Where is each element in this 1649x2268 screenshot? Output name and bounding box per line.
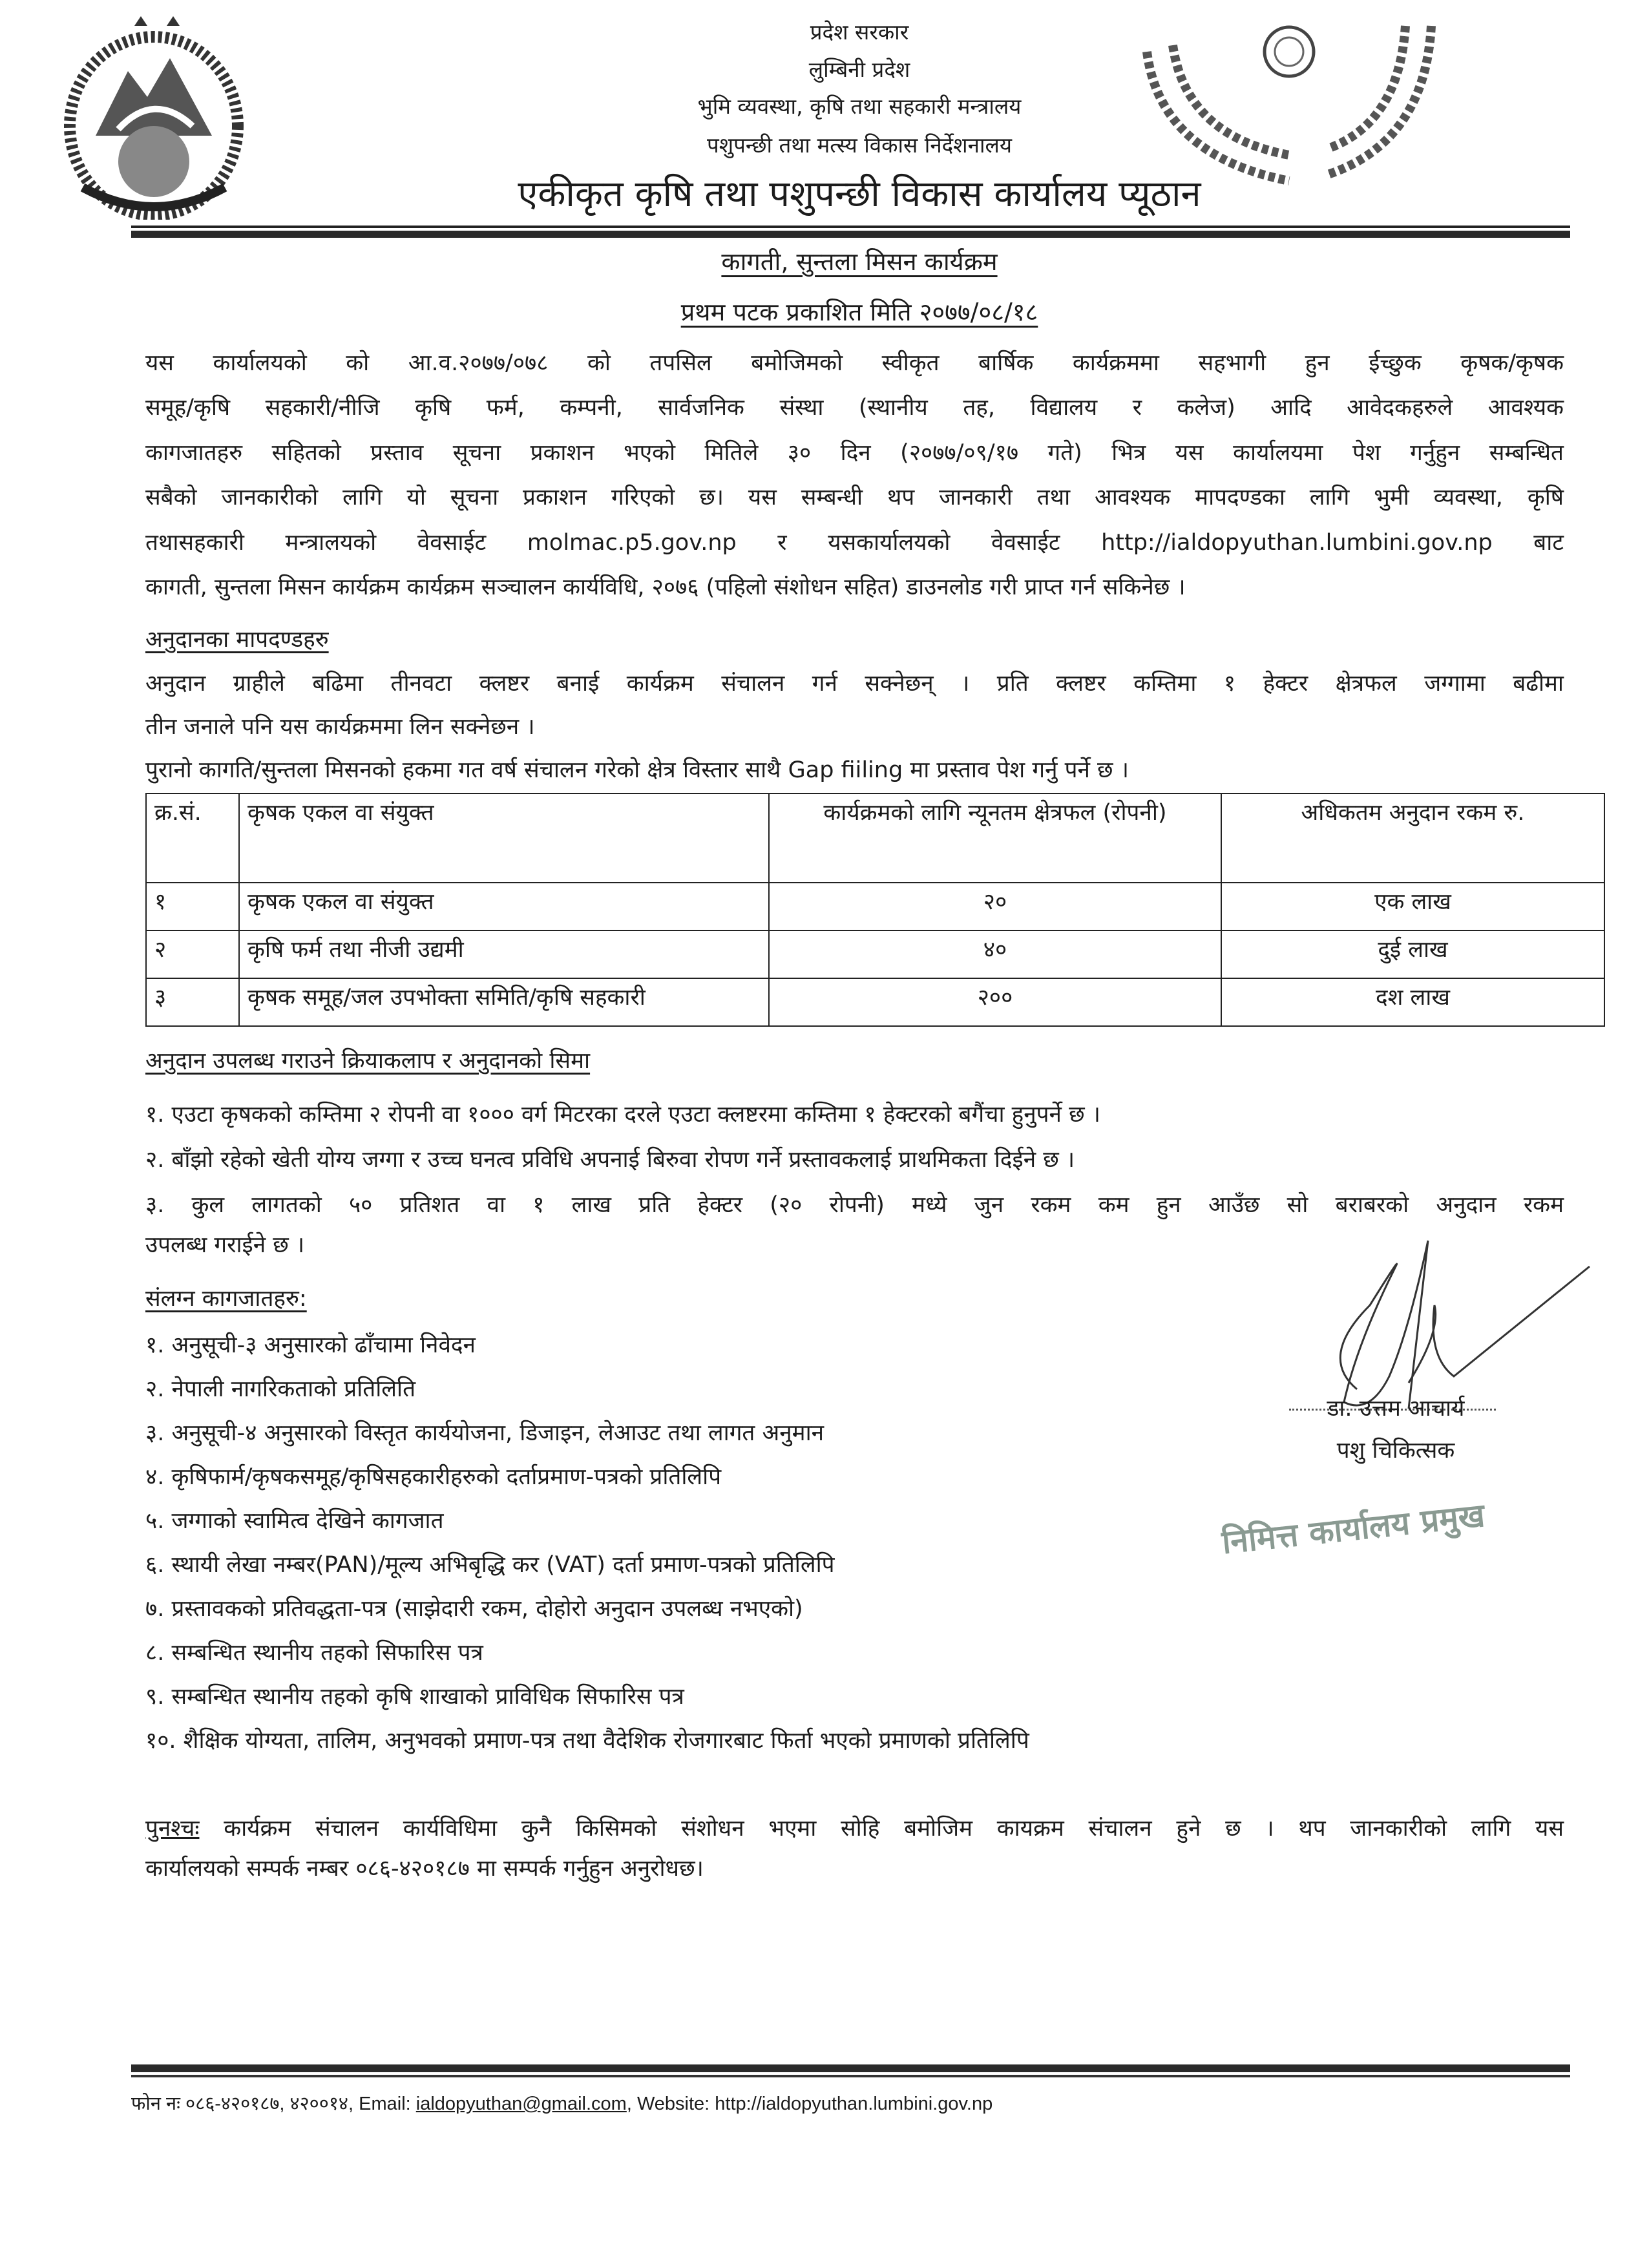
cell-max-grant: दश लाख xyxy=(1221,978,1604,1026)
criteria-line: तीन जनाले पनि यस कार्यक्रममा लिन सक्नेछन । xyxy=(145,714,535,740)
criteria-heading: अनुदानका मापदण्डहरु xyxy=(145,627,329,653)
intro-line: सबैको जानकारीको लागि यो सूचना प्रकाशन गरिएको छ। यस सम्बन्धी थप जानकारी तथा आवश्यक मापदण्डका लागि भुमी व्यवस्था, कृषि xyxy=(145,485,1564,510)
attachment-item: ६. स्थायी लेखा नम्बर(PAN)/मूल्य अभिबृद्धि कर (VAT) दर्ता प्रमाण-पत्रको प्रतिलिपि xyxy=(145,1552,835,1578)
published-date: प्रथम पटक प्रकाशित मिति २०७७/०८/१८ xyxy=(680,298,1038,326)
header-line: प्रदेश सरकार xyxy=(810,19,909,45)
office-title: एकीकृत कृषि तथा पशुपन्छी विकास कार्यालय प्यूठान xyxy=(518,173,1201,215)
cell-max-grant: दुई लाख xyxy=(1221,930,1604,978)
cell-max-grant: एक लाख xyxy=(1221,883,1604,930)
column-header-sn: क्र.सं. xyxy=(146,793,239,883)
cell-applicant: कृषि फर्म तथा नीजी उद्यमी xyxy=(239,930,769,978)
column-header-min-area: कार्यक्रमको लागि न्यूनतम क्षेत्रफल (रोपनी) xyxy=(769,793,1221,883)
table-row xyxy=(146,930,1604,978)
cell-min-area: २० xyxy=(769,883,1221,930)
activity-item: उपलब्ध गराईने छ । xyxy=(145,1232,305,1258)
footer-phone: फोन नः ०८६-४२०१८७, ४२००१४, xyxy=(131,2094,359,2114)
attachment-item: ५. जग्गाको स्वामित्व देखिने कागजात xyxy=(145,1508,444,1534)
postscript-label: पुनश्चः xyxy=(145,1816,200,1842)
intro-line: कागजातहरु सहितको प्रस्ताव सूचना प्रकाशन भएको मितिले ३० दिन (२०७७/०९/१७ गते) भित्र यस कार्यालयमा पेश गर्नुहुन सम्बन्धित xyxy=(145,440,1564,466)
column-header-applicant: कृषक एकल वा संयुक्त xyxy=(239,793,769,883)
subsidy-table xyxy=(145,793,1605,1027)
postscript-line xyxy=(145,1814,1564,1843)
header-divider xyxy=(131,231,1570,238)
signatory-designation: पशु चिकित्सक xyxy=(1336,1438,1455,1464)
criteria-line: पुरानो कागति/सुन्तला मिसनको हकमा गत वर्ष संचालन गरेको क्षेत्र विस्तार साथै Gap fiiling मा प्रस्ताव पेश गर्नु पर्ने छ । xyxy=(145,757,1129,783)
nepal-emblem-icon xyxy=(57,13,251,220)
cell-applicant: कृषक एकल वा संयुक्त xyxy=(239,883,769,930)
table-header-row xyxy=(146,793,1604,883)
postscript-line: कार्यालयको सम्पर्क नम्बर ०८६-४२०१८७ मा सम्पर्क गर्नुहुन अनुरोधछ। xyxy=(145,1856,704,1882)
table-row xyxy=(146,978,1604,1026)
cell-min-area: ४० xyxy=(769,930,1221,978)
attachments-heading: संलग्न कागजातहरु: xyxy=(145,1286,307,1312)
attachment-item: ८. सम्बन्धित स्थानीय तहको सिफारिस पत्र xyxy=(145,1640,483,1666)
attachment-item: ९. सम्बन्धित स्थानीय तहको कृषि शाखाको प्राविधिक सिफारिस पत्र xyxy=(145,1684,684,1710)
notice-title: कागती, सुन्तला मिसन कार्यक्रम xyxy=(721,247,998,276)
criteria-line: अनुदान ग्राहीले बढिमा तीनवटा क्लष्टर बनाई कार्यक्रम संचालन गर्न सक्नेछन् । प्रति क्लष्टर कम्तिमा १ हेक्टर क्षेत्रफल जग्गामा बढीमा xyxy=(145,671,1564,697)
intro-line: समूह/कृषि सहकारी/नीजि कृषि फर्म, कम्पनी, सार्वजनिक संस्था (स्थानीय तह, विद्यालय र कलेज) आदि आवेदकहरुले आवश्यक xyxy=(145,395,1564,421)
intro-line: तथासहकारी मन्त्रालयको वेवसाईट molmac.p5.gov.np र यसकार्यालयको वेवसाईट http://ialdopyuthan.lumbini.gov.np बाट xyxy=(145,530,1564,556)
header-divider xyxy=(131,226,1570,228)
intro-line: यस कार्यालयको को आ.व.२०७७/०७८ को तपसिल बमोजिमको स्वीकृत बार्षिक कार्यक्रममा सहभागी हुन ईच्छुक कृषक/कृषक xyxy=(145,350,1564,376)
footer-website[interactable]: , Website: http://ialdopyuthan.lumbini.gov.np xyxy=(626,2094,993,2114)
footer-email-link[interactable]: ialdopyuthan@gmail.com xyxy=(415,2094,627,2114)
signatory-name: डा. उत्तम आचार्य xyxy=(1327,1396,1465,1422)
cell-applicant: कृषक समूह/जल उपभोक्ता समिति/कृषि सहकारी xyxy=(239,978,769,1026)
header-line: भुमि व्यवस्था, कृषि तथा सहकारी मन्त्रालय xyxy=(697,94,1022,119)
intro-line: कागती, सुन्तला मिसन कार्यक्रम कार्यक्रम सञ्चालन कार्यविधि, २०७६ (पहिलो संशोधन सहित) डाउनलोड गरी प्राप्त गर्न सकिनेछ । xyxy=(145,574,1186,600)
activity-item: २. बाँझो रहेको खेती योग्य जग्गा र उच्च घनत्व प्रविधि अपनाई बिरुवा रोपण गर्ने प्रस्तावकलाई प्राथमिकता दिईने छ । xyxy=(145,1147,1075,1173)
attachment-item: २. नेपाली नागरिकताको प्रतिलिति xyxy=(145,1376,416,1402)
footer-contact xyxy=(131,2090,993,2116)
attachment-item: ३. अनुसूची-४ अनुसारको विस्तृत कार्ययोजना, डिजाइन, लेआउट तथा लागत अनुमान xyxy=(145,1420,824,1446)
postscript-text: कार्यक्रम संचालन कार्यविधिमा कुनै किसिमको संशोधन भएमा सोहि बमोजिम कायक्रम संचालन हुने छ । थप जानकारीको लागि यस xyxy=(224,1816,1564,1842)
cell-sn: ३ xyxy=(146,978,239,1026)
footer-email-label: Email: xyxy=(359,2094,416,2114)
header-line: लुम्बिनी प्रदेश xyxy=(808,57,910,82)
table-row xyxy=(146,883,1604,930)
header-line: पशुपन्छी तथा मत्स्य विकास निर्देशनालय xyxy=(706,132,1012,158)
footer-divider xyxy=(131,2075,1570,2077)
cell-min-area: २०० xyxy=(769,978,1221,1026)
cell-sn: २ xyxy=(146,930,239,978)
attachment-item: ४. कृषिफार्म/कृषकसमूह/कृषिसहकारीहरुको दर्ताप्रमाण-पत्रको प्रतिलिपि xyxy=(145,1464,722,1490)
attachment-item: १०. शैक्षिक योग्यता, तालिम, अनुभवको प्रमाण-पत्र तथा वैदेशिक रोजगारबाट फिर्ता भएको प्रमाणको प्रतिलिपि xyxy=(145,1728,1029,1754)
office-stamp-text: निमित्त कार्यालय प्रमुख xyxy=(1220,1496,1487,1562)
activity-item: ३. कुल लागतको ५० प्रतिशत वा १ लाख प्रति हेक्टर (२० रोपनी) मध्ये जुन रकम कम हुन आउँछ सो बराबरको अनुदान रकम xyxy=(145,1192,1564,1218)
activity-item: १. एउटा कृषकको कम्तिमा २ रोपनी वा १००० वर्ग मिटरका दरले एउटा क्लष्टरमा कम्तिमा १ हेक्टरको बगैंचा हुनुपर्ने छ । xyxy=(145,1102,1101,1128)
cell-sn: १ xyxy=(146,883,239,930)
footer-divider xyxy=(131,2064,1570,2072)
column-header-max-grant: अधिकतम अनुदान रकम रु. xyxy=(1221,793,1604,883)
attachment-item: १. अनुसूची-३ अनुसारको ढाँचामा निवेदन xyxy=(145,1332,476,1358)
activities-heading: अनुदान उपलब्ध गराउने क्रियाकलाप र अनुदानको सिमा xyxy=(145,1048,591,1074)
office-seal-icon xyxy=(1134,13,1444,194)
attachment-item: ७. प्रस्तावकको प्रतिवद्धता-पत्र (साझेदारी रकम, दोहोरो अनुदान उपलब्ध नभएको) xyxy=(145,1596,803,1622)
